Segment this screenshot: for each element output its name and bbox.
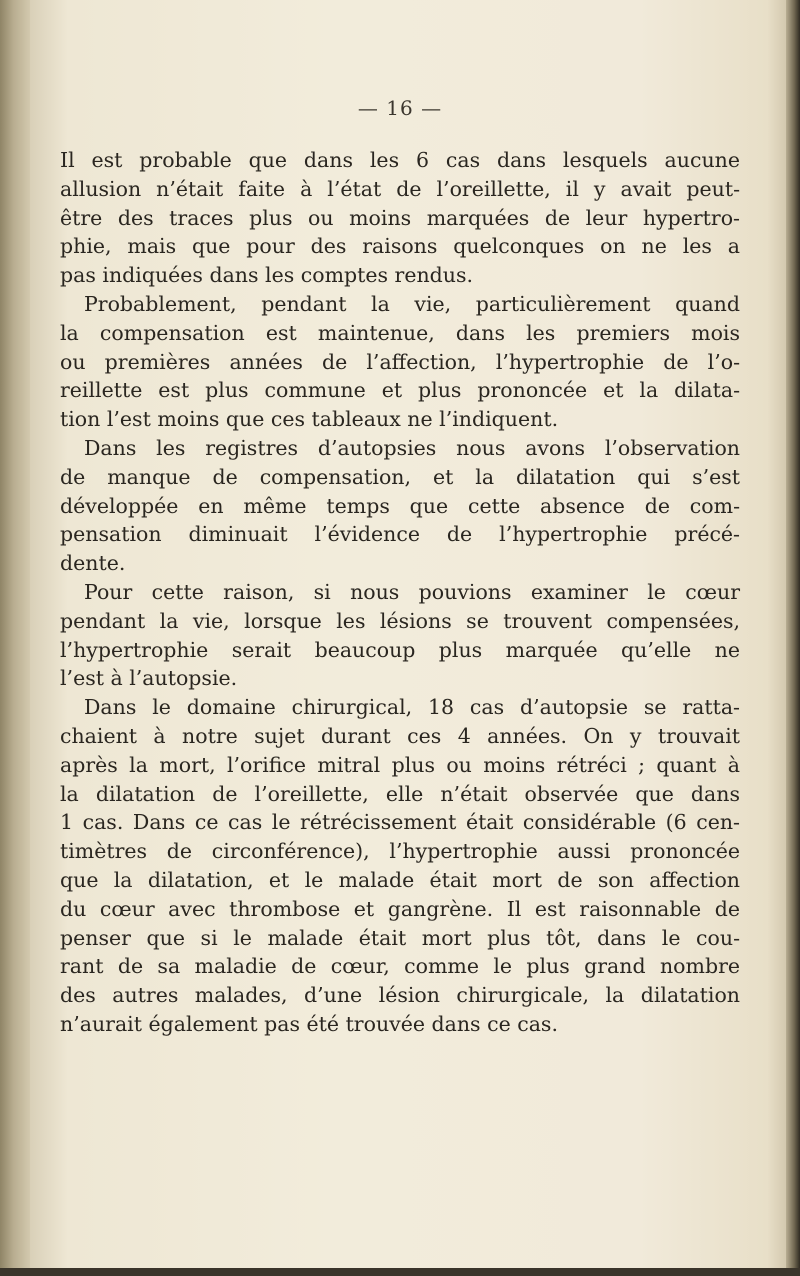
paragraph: [60, 146, 740, 290]
text-line: des autres malades, d’une lésion chirurgicale, la dilatation: [60, 983, 740, 1008]
text-line: rant de sa maladie de cœur, comme le plus grand nombre: [60, 954, 740, 979]
paragraph: [60, 434, 740, 578]
text-line: Dans le domaine chirurgical, 18 cas d’autopsie se ratta-: [84, 695, 740, 720]
text-line: chaient à notre sujet durant ces 4 années. On y trouvait: [60, 723, 740, 748]
text-line: tion l’est moins que ces tableaux ne l’indiquent.: [60, 407, 559, 432]
text-line: l’est à l’autopsie.: [60, 666, 238, 691]
page-right-edge: [786, 0, 800, 1276]
text-line: Dans les registres d’autopsies nous avons l’observation: [84, 435, 740, 460]
page-left-edge: [0, 0, 30, 1276]
text-line: penser que si le malade était mort plus tôt, dans le cou-: [60, 925, 740, 950]
text-line: du cœur avec thrombose et gangrène. Il est raisonnable de: [60, 896, 740, 921]
text-line: phie, mais que pour des raisons quelconques on ne les a: [60, 234, 740, 259]
body-text: [60, 146, 740, 1039]
text-line: n’aurait également pas été trouvée dans ce cas.: [60, 1011, 558, 1036]
text-line: après la mort, l’orifice mitral plus ou moins rétréci ; quant à: [60, 752, 740, 777]
text-line: Pour cette raison, si nous pouvions examiner le cœur: [84, 579, 740, 604]
text-line: la dilatation de l’oreillette, elle n’était observée que dans: [60, 781, 740, 806]
text-line: pas indiquées dans les comptes rendus.: [60, 263, 474, 288]
text-line: reillette est plus commune et plus prononcée et la dilata-: [60, 378, 740, 403]
text-line: l’hypertrophie serait beaucoup plus marquée qu’elle ne: [60, 637, 740, 662]
page-number: — 16 —: [357, 96, 443, 120]
text-line: dente.: [60, 551, 126, 576]
text-line: timètres de circonférence), l’hypertrophie aussi prononcée: [60, 839, 740, 864]
text-line: de manque de compensation, et la dilatation qui s’est: [60, 464, 740, 489]
text-line: Il est probable que dans les 6 cas dans lesquels aucune: [60, 148, 740, 172]
text-line: pensation diminuait l’évidence de l’hypertrophie précé-: [60, 522, 740, 547]
text-line: Probablement, pendant la vie, particulièrement quand: [84, 291, 740, 316]
text-line: pendant la vie, lorsque les lésions se trouvent compensées,: [60, 608, 740, 633]
text-line: développée en même temps que cette absence de com-: [60, 493, 740, 518]
text-line: que la dilatation, et le malade était mort de son affection: [60, 867, 740, 892]
page-bottom-edge: [0, 1268, 800, 1276]
paragraph: [60, 290, 740, 434]
text-line: être des traces plus ou moins marquées de leur hypertro-: [60, 205, 740, 230]
text-line: 1 cas. Dans ce cas le rétrécissement était considérable (6 cen-: [60, 810, 740, 835]
text-line: ou premières années de l’affection, l’hypertrophie de l’o-: [60, 349, 740, 374]
paragraph: [60, 693, 740, 1039]
text-line: la compensation est maintenue, dans les premiers mois: [60, 320, 740, 345]
paragraph: [60, 578, 740, 693]
text-line: allusion n’était faite à l’état de l’oreillette, il y avait peut-: [60, 176, 740, 201]
